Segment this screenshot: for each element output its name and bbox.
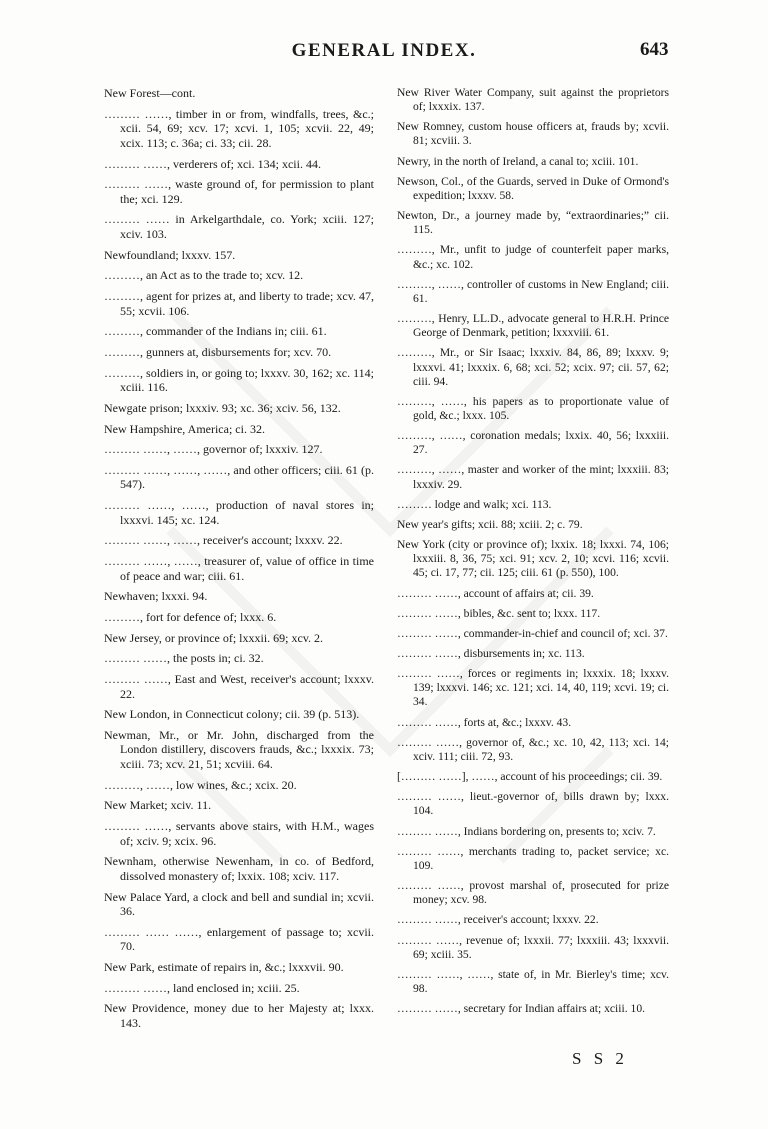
index-entry: ……… ……, commander-in-chief and council of; xci. 37. <box>397 626 668 640</box>
index-entry: New Providence, money due to her Majesty at; lxxx. 143. <box>104 1001 374 1031</box>
index-entry: ……… ……, governor of, &c.; xc. 10, 42, 113; xci. 14; xciv. 111; ciii. 72, 93. <box>397 735 669 763</box>
signature-mark: S S 2 <box>572 1049 628 1068</box>
index-entry: ……… …… ……, enlargement of passage to; xcvii. 70. <box>104 924 374 954</box>
index-entry: ……… ……, ……, production of naval stores in; lxxxvi. 145; xc. 124. <box>104 498 374 527</box>
index-entry: ……… ……, timber in or from, windfalls, trees, &c.; xcii. 54, 69; xcv. 17; xcvi. 1, 105; xcvii. 22, 49; xcix. 113; c. 36a; ci. 33; cii. 28. <box>104 106 374 150</box>
index-entry: ……… ……, lieut.-governor of, bills drawn by; lxxx. 104. <box>397 790 669 818</box>
index-entry: ……… ……, disbursements in; xc. 113. <box>397 647 585 660</box>
index-column-left <box>104 86 374 1037</box>
index-entry: Newfoundland; lxxxv. 157. <box>104 247 236 262</box>
index-entry: Newhaven; lxxxi. 94. <box>104 589 208 604</box>
index-entry: ………, ……, his papers as to proportionate value of gold, &c.; lxxx. 105. <box>397 394 669 422</box>
index-entry: ……… ……, East and West, receiver's account; lxxxv. 22. <box>104 671 374 701</box>
index-entry: ……… ……, servants above stairs, with H.M., wages of; xciv. 9; xcix. 96. <box>104 818 374 848</box>
index-entry: ……… ……, revenue of; lxxxii. 77; lxxxiii. 43; lxxxvii. 69; xciii. 35. <box>397 933 669 961</box>
index-entry: ……… ……, ……, receiver's account; lxxxv. 22. <box>104 533 343 548</box>
index-entry: Newgate prison; lxxxiv. 93; xc. 36; xciv. 56, 132. <box>104 400 341 415</box>
index-entry: Newman, Mr., or Mr. John, discharged from the London distillery, discovers frauds, &c.; lxxxix. 73; xciii. 73; xcv. 21, 51; xcviii. 64. <box>104 727 374 772</box>
index-entry: ………, Mr., unfit to judge of counterfeit paper marks, &c.; xc. 102. <box>397 243 669 271</box>
index-entry: ………, ……, coronation medals; lxxix. 40, 56; lxxxiii. 27. <box>397 429 669 457</box>
index-entry: ……… ……, forces or regiments in; lxxxix. 18; lxxxv. 139; lxxxvi. 146; xc. 121; xci. 14, 40, 119; xcvi. 19; ci. 34. <box>397 667 669 709</box>
index-entry: ……… lodge and walk; xci. 113. <box>397 497 552 511</box>
index-entry: New Market; xciv. 11. <box>104 798 212 813</box>
index-entry: New River Water Company, suit against the proprietors of; lxxxix. 137. <box>397 86 669 114</box>
index-entry: ………, commander of the Indians in; ciii. 61. <box>104 324 327 339</box>
index-entry: New Romney, custom house officers at, frauds by; xcvii. 81; xcviii. 3. <box>397 120 669 148</box>
index-entry: ……… ……, merchants trading to, packet service; xc. 109. <box>397 844 669 872</box>
index-entry: ……… ……, the posts in; ci. 32. <box>104 651 264 666</box>
index-entry: ……… ……, land enclosed in; xciii. 25. <box>104 980 300 995</box>
index-entry: ……… ……, account of affairs at; cii. 39. <box>397 586 594 600</box>
index-entry: New Hampshire, America; ci. 32. <box>104 421 265 436</box>
index-entry: ……… ……, ……, treasurer of, value of office in time of peace and war; ciii. 61. <box>104 554 374 583</box>
index-entry: ……… ……, Indians bordering on, presents to; xciv. 7. <box>397 824 656 838</box>
index-entry: ……… ……, ……, governor of; lxxxiv. 127. <box>104 442 323 457</box>
index-entry: ……… ……, verderers of; xci. 134; xcii. 44. <box>104 156 321 171</box>
index-entry: New Park, estimate of repairs in, &c.; lxxxvii. 90. <box>104 960 344 975</box>
index-entry: Newson, Col., of the Guards, served in Duke of Ormond's expedition; lxxxv. 58. <box>397 174 669 202</box>
index-entry: ………, Henry, LL.D., advocate general to H.R.H. Prince George of Denmark, petition; lxxxviii. 61. <box>397 312 669 340</box>
index-entry: Newry, in the north of Ireland, a canal to; xciii. 101. <box>397 154 639 168</box>
index-entry: ………, ……, master and worker of the mint; lxxxiii. 83; lxxxiv. 29. <box>397 463 669 491</box>
index-entry: ………, fort for defence of; lxxx. 6. <box>104 609 277 624</box>
index-entry: ………, agent for prizes at, and liberty to trade; xcv. 47, 55; xcvii. 106. <box>104 289 374 318</box>
index-column-right <box>397 86 669 1022</box>
index-entry: ………, soldiers in, or going to; lxxxv. 30, 162; xc. 114; xciii. 116. <box>104 365 374 395</box>
index-entry: ………, ……, controller of customs in New England; ciii. 61. <box>397 277 669 305</box>
index-entry: New year's gifts; xcii. 88; xciii. 2; c. 79. <box>397 517 583 531</box>
index-entry: ………, Mr., or Sir Isaac; lxxxiv. 84, 86, 89; lxxxv. 9; lxxxvi. 41; lxxxix. 6, 68; xci. 52; xcix. 97; cii. 57, 62; ciii. 94. <box>397 346 669 388</box>
index-entry: ……… ……, waste ground of, for permission to plant the; xci. 129. <box>104 177 374 206</box>
index-entry: ………, an Act as to the trade to; xcv. 12. <box>104 268 304 283</box>
index-entry: ……… ……, provost marshal of, prosecuted for prize money; xcv. 98. <box>397 879 669 907</box>
index-entry: ……… ……, secretary for Indian affairs at; xciii. 10. <box>397 1002 646 1016</box>
index-entry: New York (city or province of); lxxix. 18; lxxxi. 74, 106; lxxxiii. 8, 36, 75; xci. 91; xcv. 2, 10; xcvi. 116; xcvii. 45; ci. 17, 77; cii. 125; ciii. 61 (p. 550), 100. <box>397 538 669 580</box>
index-entry: ………, gunners at, disbursements for; xcv. 70. <box>104 344 332 359</box>
index-entry: ……… …… in Arkelgarthdale, co. York; xciii. 127; xciv. 103. <box>104 212 374 242</box>
index-entry: ……… ……, ……, state of, in Mr. Bierley's time; xcv. 98. <box>397 967 669 995</box>
index-entry: New Jersey, or province of; lxxxii. 69; xcv. 2. <box>104 630 324 645</box>
index-entry: Newnham, otherwise Newenham, in co. of Bedford, dissolved monastery of; lxxix. 108; xciv. 117. <box>104 854 374 883</box>
index-entry: New Palace Yard, a clock and bell and sundial in; xcvii. 36. <box>104 889 374 919</box>
index-entry: [……… ……], ……, account of his proceedings; cii. 39. <box>397 770 663 784</box>
index-entry: ……… ……, forts at, &c.; lxxxv. 43. <box>397 715 572 729</box>
index-entry: ……… ……, ……, ……, and other officers; ciii. 61 (p. 547). <box>104 462 374 492</box>
index-entry: Newton, Dr., a journey made by, “extraordinaries;” cii. 115. <box>397 209 669 237</box>
index-entry: ………, ……, low wines, &c.; xcix. 20. <box>104 777 297 792</box>
index-entry: ……… ……, receiver's account; lxxxv. 22. <box>397 913 599 927</box>
index-entry: New London, in Connecticut colony; cii. 39 (p. 513). <box>104 707 360 722</box>
running-header-title: GENERAL INDEX. <box>291 40 477 61</box>
page-number: 643 <box>640 39 669 60</box>
index-entry: New Forest—cont. <box>104 86 196 100</box>
index-entry: ……… ……, bibles, &c. sent to; lxxx. 117. <box>397 606 601 620</box>
